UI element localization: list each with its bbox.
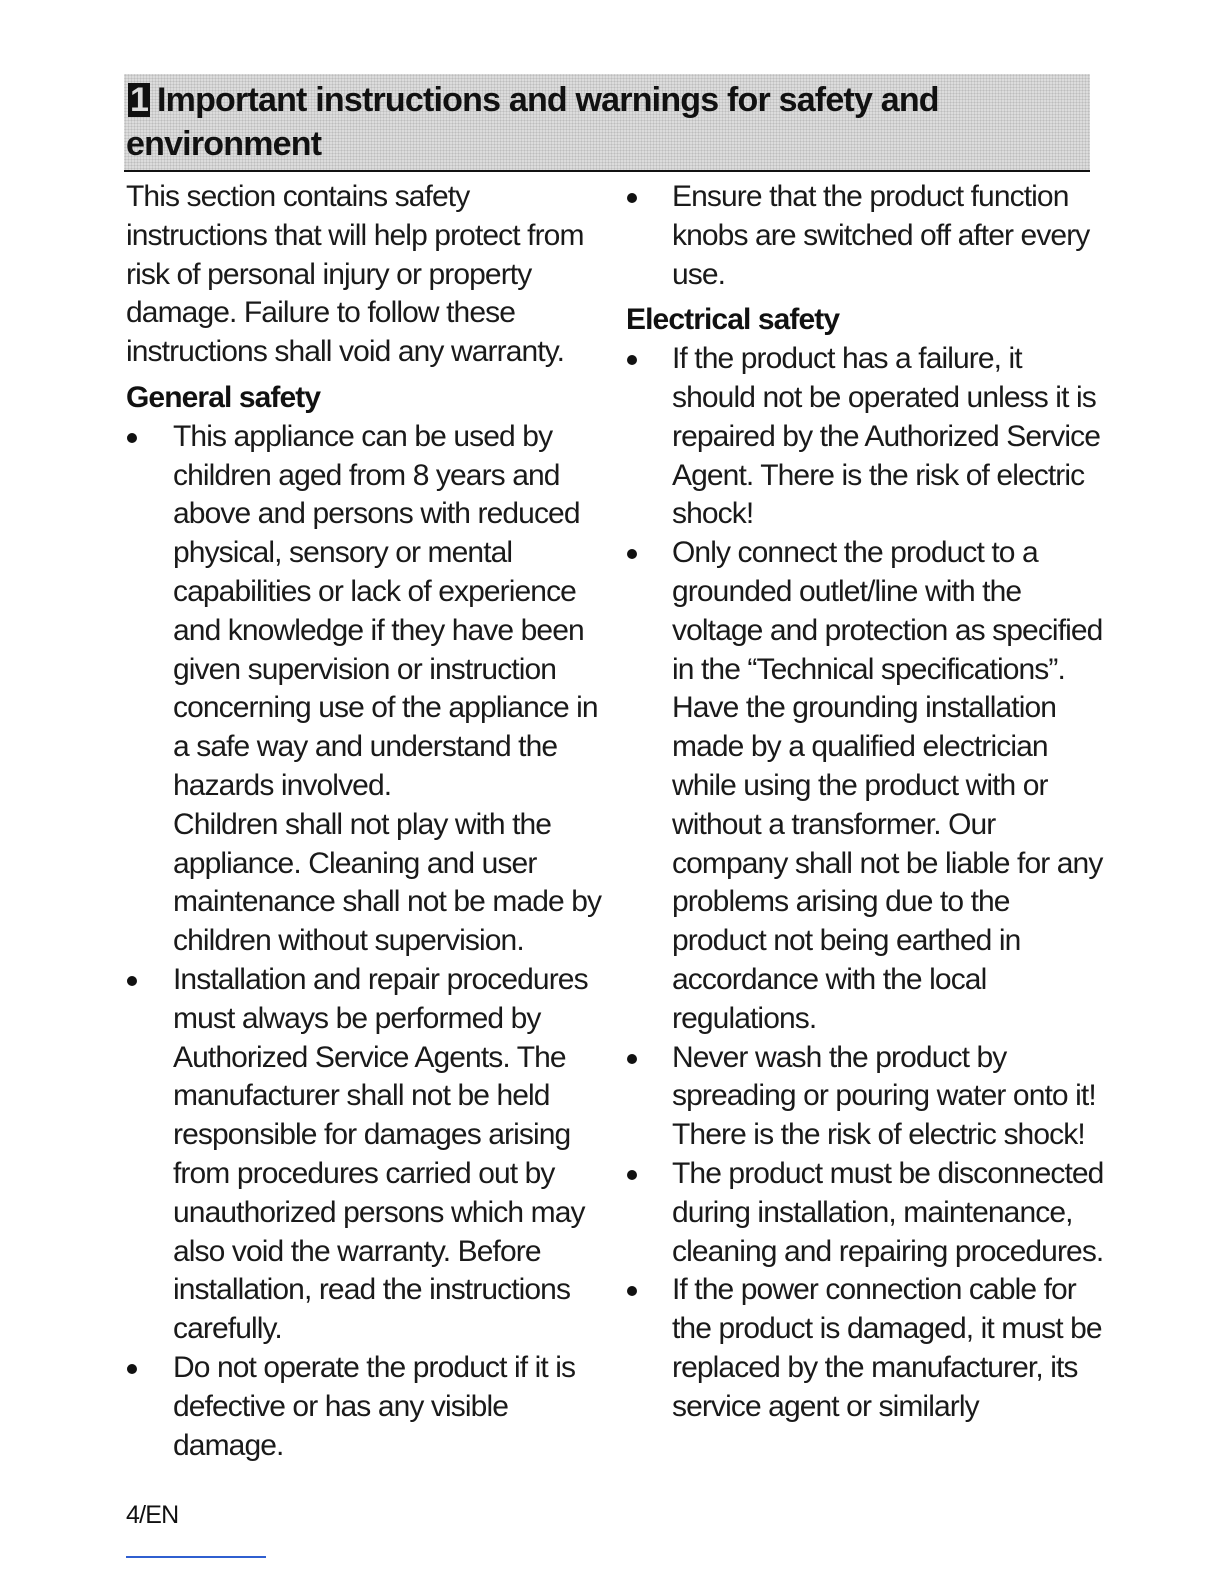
bullet-icon xyxy=(627,1170,637,1180)
list-item-text: Installation and repair procedures must always be performed by Authorized Service Agents. The manufacturer shall not be held responsible for damages arising from procedures carried out by unauthorized persons which may also void the warranty. Before installation, read the instructions carefully. xyxy=(173,962,588,1346)
list-item-text: Only connect the product to a grounded outlet/line with the voltage and protection as specified in the “Technical specifications”. Have the grounding installation made by a qualified electrician while using the product with or without a transformer. Our company shall not be liable for any problems arising due to the product not being earthed in accordance with the local regulations. xyxy=(672,536,1103,1035)
list-item xyxy=(126,961,604,1349)
section-title-text: Important instructions and warnings for safety and xyxy=(157,81,939,119)
list-item-text: If the product has a failure, it should not be operated unless it is repaired by the Authorized Service Agent. There is the risk of electric shock! xyxy=(672,342,1100,531)
list-item xyxy=(126,418,604,961)
electrical-safety-list xyxy=(626,340,1106,1426)
list-item-text: The product must be disconnected during installation, maintenance, cleaning and repairing procedures. xyxy=(672,1156,1104,1268)
list-item-text: Ensure that the product function knobs are switched off after every use. xyxy=(672,180,1090,291)
list-item-text: Never wash the product by spreading or pouring water onto it! There is the risk of electric shock! xyxy=(672,1040,1096,1152)
section-header xyxy=(124,74,1090,172)
bullet-icon xyxy=(627,1286,637,1296)
section-title-line-1 xyxy=(128,80,939,120)
list-item-text: This appliance can be used by children aged from 8 years and above and persons with reduced physical, sensory or mental capabilities or lack of experience and knowledge if they have been given supervision or instruction concerning use of the appliance in a safe way and understand the hazards involved. xyxy=(173,419,598,802)
general-safety-heading: General safety xyxy=(126,380,321,414)
bullet-icon xyxy=(627,193,637,203)
bullet-icon xyxy=(627,1054,637,1064)
list-item xyxy=(126,1349,604,1465)
bullet-icon xyxy=(127,1364,137,1374)
section-title-line-2: environment xyxy=(126,125,322,163)
general-safety-list-continued xyxy=(626,178,1106,294)
intro-paragraph: This section contains safety instructions that will help protect from risk of personal injury or property damage. Failure to follow these instructions shall void any warranty. xyxy=(126,180,584,369)
footer-divider xyxy=(126,1556,266,1558)
list-item xyxy=(626,340,1106,534)
electrical-safety-heading: Electrical safety xyxy=(626,303,840,337)
list-item-text-continued: Children shall not play with the appliance. Cleaning and user maintenance shall not be made by children without supervision. xyxy=(173,807,602,958)
list-item xyxy=(626,534,1106,1038)
list-item-text: Do not operate the product if it is defective or has any visible damage. xyxy=(173,1350,576,1462)
page-number: 4/EN xyxy=(126,1501,179,1529)
bullet-icon xyxy=(127,976,137,986)
left-column xyxy=(126,178,604,1465)
list-item xyxy=(626,178,1106,294)
list-item xyxy=(626,1271,1106,1426)
bullet-icon xyxy=(627,549,637,559)
list-item xyxy=(626,1155,1106,1271)
bullet-icon xyxy=(627,355,637,365)
bullet-icon xyxy=(127,433,137,443)
right-column xyxy=(626,178,1106,1427)
list-item-text: If the power connection cable for the product is damaged, it must be replaced by the manufacturer, its service agent or similarly xyxy=(672,1273,1102,1423)
general-safety-list xyxy=(126,418,604,1466)
list-item xyxy=(626,1039,1106,1155)
section-number-badge: 1 xyxy=(129,81,149,119)
